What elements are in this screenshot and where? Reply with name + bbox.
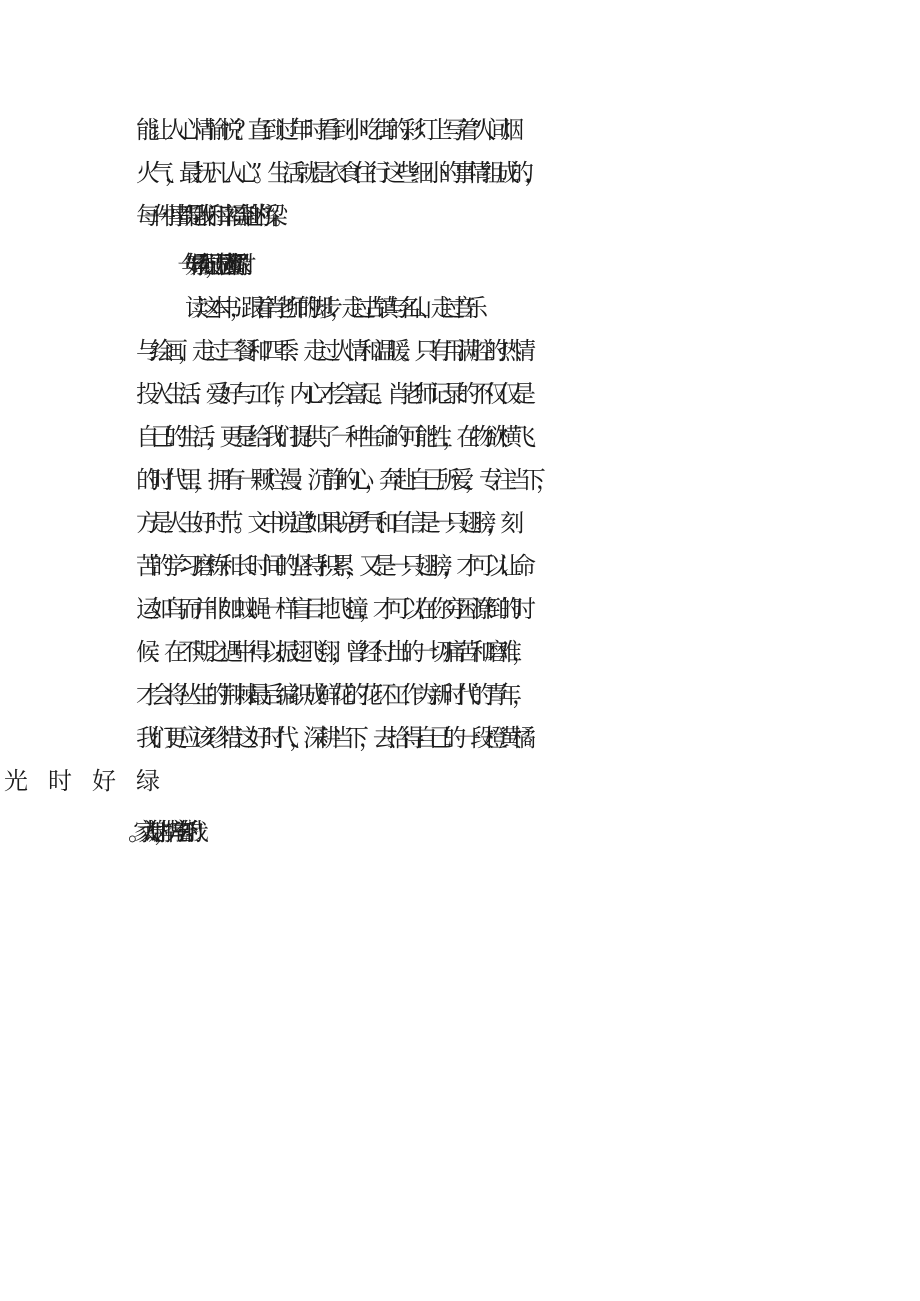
text-line: 读这本书，跟着肖老师的脚步，走过古镇与名山、走过音乐 [185, 294, 476, 322]
text-line: 自己的生活，更是给我们提供了一种生命的可能性，在物欲横飞 [136, 423, 526, 451]
section-heading: “一年好景君须记，正是橙黄橘绿时” [185, 251, 229, 279]
text-line [136, 765, 920, 797]
text-line: 方是人生好时节。文中说道“如果说勇气和自信是一只翅膀，刻 [136, 509, 515, 537]
text-line: 苦的学习磨炼和长时间的坚持积累，又是一只翅膀，才可以让命 [136, 552, 526, 580]
text-line: 能让人心情愉悦？直到过年时看到小吃街的彩灯上写着“人间烟 [136, 116, 515, 144]
text-line: 火气，最抚凡人心”。生活就是衣食住行这些细小的事情组成的， [136, 159, 539, 187]
text-line: 与绘画，走过三餐和四季、走过人情和温暖。只有用满腔的热情 [136, 337, 526, 365]
text-line: 才会将丛生的荆棘最后编织成鲜花的花环工作为新时代的青年， [136, 681, 526, 709]
closing-line [185, 816, 920, 848]
text-line: 投入生活、爱好与工作，内心才会富足。肖老师记录的不仅仅是 [136, 380, 526, 408]
text-line: 我们更应该珍惜这好时代，深耕当下，去拾得自己的一段橙黄橘 [136, 724, 526, 752]
text-line: 每一件小事都是我们和幸福奔赴的桥梁。 [136, 202, 280, 230]
text-line: 候、在不期之遇中得以振翅飞翔，曾经付出的一切痛苦和磨难， [136, 638, 526, 666]
text-line: 运如鸟而并非如蚊蝇一样盲目地飞撞，才可以在你穷困潦倒的时 [136, 595, 526, 623]
text-line: 的时代里，拥有一颗烂漫、沉静的心，奔赴自己所爱，专注当下， [136, 466, 551, 494]
